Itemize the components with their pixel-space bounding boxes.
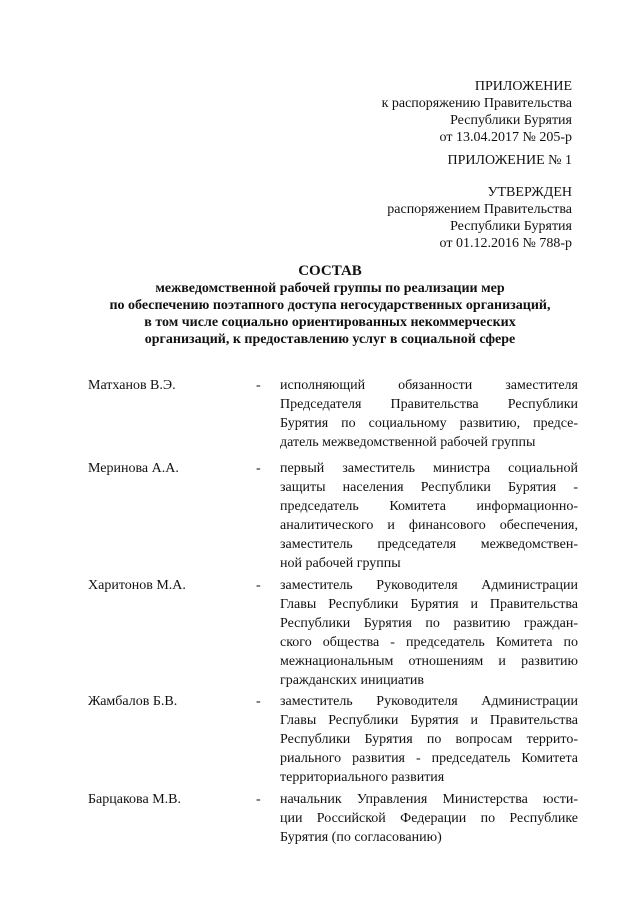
member-role-line: Главы Республики Бурятия и Правительства: [280, 713, 578, 728]
member-role-line: риального развития - председатель Комитета: [280, 751, 578, 766]
member-role: [280, 692, 578, 787]
member-role-line: заместитель Руководителя Администрации: [280, 694, 578, 709]
member-role-line: территориального развития: [280, 770, 445, 785]
member-role-line: гражданских инициатив: [280, 673, 424, 688]
member-name: Барцакова М.В.: [88, 792, 181, 807]
member-name: Жамбалов Б.В.: [88, 694, 178, 709]
title-line: организаций, к предоставлению услуг в социальной сфере: [144, 332, 516, 347]
member-name: Матханов В.Э.: [88, 378, 176, 393]
member-role-line: ции Российской Федерации по Республике: [280, 811, 578, 826]
member-role-line: ной рабочей группы: [280, 556, 401, 571]
member-dash: -: [256, 792, 261, 807]
appendix-number: [448, 152, 573, 169]
member-role-line: защиты населения Республики Бурятия -: [280, 480, 578, 495]
appendix-header: [382, 78, 572, 146]
member-role-line: ского общества - председатель Комитета по: [280, 635, 578, 650]
member-role-line: заместитель председателя межведомствен-: [280, 537, 578, 552]
member-role: [280, 576, 578, 690]
approved-title: УТВЕРЖДЕН: [487, 185, 572, 200]
member-role-line: Председателя Правительства Республики: [280, 397, 578, 412]
document-title: [60, 262, 600, 348]
appendix-line: к распоряжению Правительства: [381, 96, 572, 111]
member-role-line: Главы Республики Бурятия и Правительства: [280, 597, 578, 612]
member-role-line: исполняющий обязанности заместителя: [280, 378, 578, 393]
appendix-date: от 13.04.2017 № 205-р: [439, 130, 572, 145]
title-line: по обеспечению поэтапного доступа негосударственных организаций,: [109, 298, 551, 313]
member-role-line: Республики Бурятия по вопросам террито-: [280, 732, 578, 747]
title-line: в том числе социально ориентированных некоммерческих: [144, 315, 516, 330]
member-role: [280, 459, 578, 573]
approved-line: распоряжением Правительства: [387, 202, 572, 217]
member-role-line: Республики Бурятия по развитию граждан-: [280, 616, 578, 631]
title-line: межведомственной рабочей группы по реализации мер: [155, 281, 505, 296]
member-dash: -: [256, 461, 261, 476]
member-role-line: председатель Комитета информационно-: [280, 499, 578, 514]
member-role-line: первый заместитель министра социальной: [280, 461, 578, 476]
member-role-line: заместитель Руководителя Администрации: [280, 578, 578, 593]
appendix-line: Республики Бурятия: [450, 113, 572, 128]
title-heading: СОСТАВ: [298, 263, 362, 279]
member-role-line: межнациональным отношениям и развитию: [280, 654, 578, 669]
member-role-line: начальник Управления Министерства юсти-: [280, 792, 578, 807]
approved-date: от 01.12.2016 № 788-р: [439, 236, 572, 251]
member-role-line: Бурятия (по согласованию): [280, 830, 442, 845]
member-name: Харитонов М.А.: [88, 578, 186, 593]
appendix-number-text: ПРИЛОЖЕНИЕ № 1: [447, 153, 572, 168]
member-role: [280, 790, 578, 847]
member-role-line: аналитического и финансового обеспечения,: [280, 518, 578, 533]
appendix-title: ПРИЛОЖЕНИЕ: [474, 79, 572, 94]
member-role: [280, 376, 578, 452]
member-name: Меринова А.А.: [88, 461, 179, 476]
approved-line: Республики Бурятия: [450, 219, 572, 234]
member-dash: -: [256, 694, 261, 709]
member-dash: -: [256, 378, 261, 393]
member-dash: -: [256, 578, 261, 593]
member-role-line: Бурятия по социальному развитию, предсе-: [280, 416, 578, 431]
member-role-line: датель межведомственной рабочей группы: [280, 435, 536, 450]
approved-header: [387, 184, 572, 252]
